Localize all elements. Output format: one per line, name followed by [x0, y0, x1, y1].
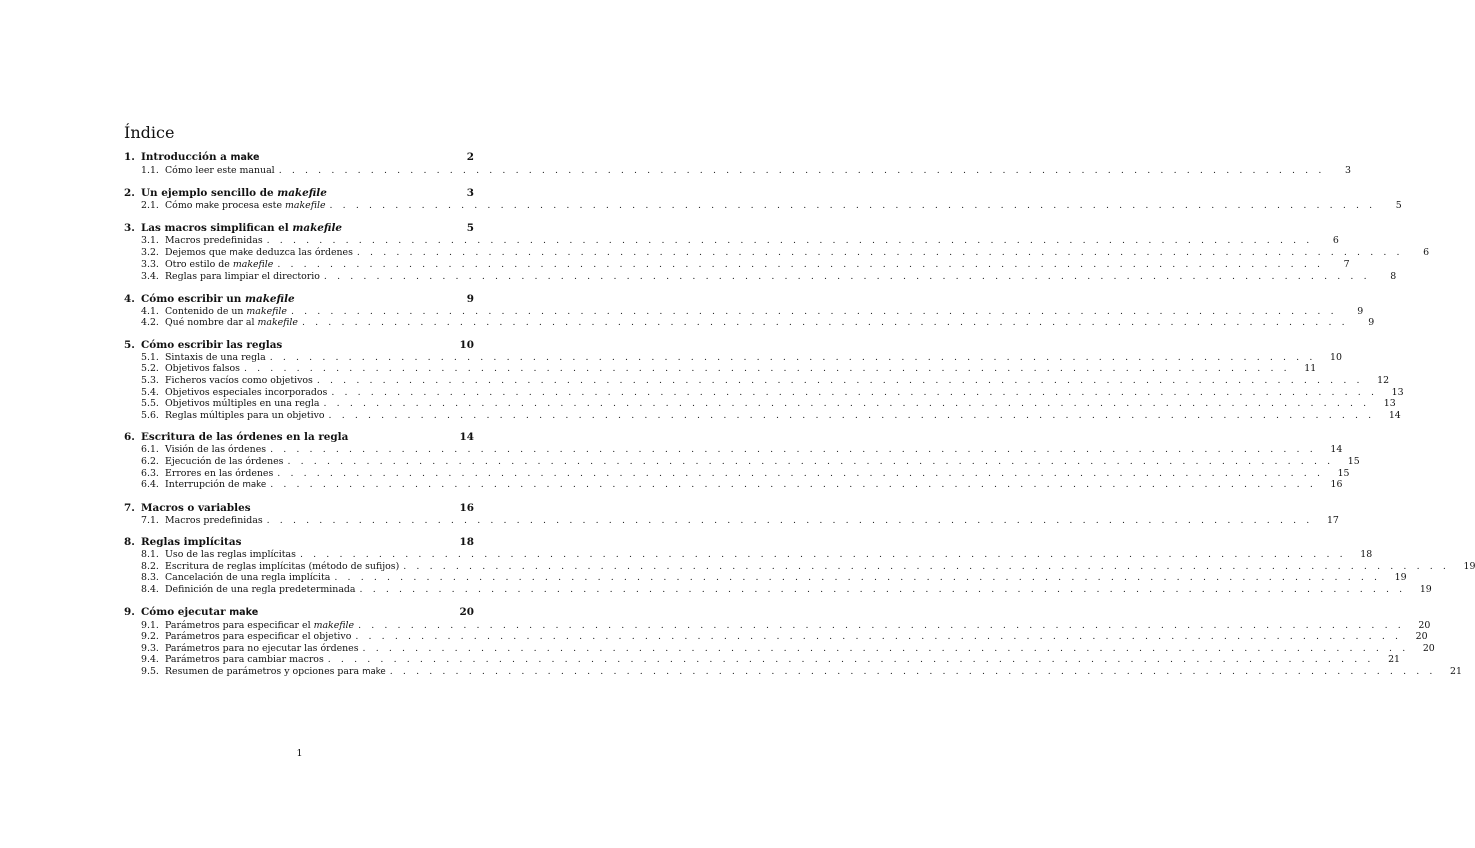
dot-leader: . . . . . . . . . . . . . . . . . . . . . . . . . . . . . . . . . . . . . . . . . . . . . . . . . . . . . . . . . . . . . . . . . . . . . . . . . . . . . . . .: [277, 467, 1324, 479]
subsection-number: 5.5.: [141, 398, 159, 410]
subsection-title: [165, 165, 275, 177]
toc-subsection-entry[interactable]: [124, 363, 1317, 375]
section-page: 3: [466, 186, 474, 199]
subsection-number: 6.3.: [141, 467, 159, 479]
section-page: 9: [466, 292, 474, 305]
subsection-title: [165, 235, 263, 247]
toc-subsection-entry[interactable]: [124, 235, 1339, 247]
title-segment: makefile: [277, 186, 327, 199]
section-title: [141, 535, 452, 549]
section-number: 6.: [124, 431, 135, 444]
dot-leader: . . . . . . . . . . . . . . . . . . . . . . . . . . . . . . . . . . . . . . . . . . . . . . . . . . . . . . . . . . . . . . . . . . . . . . . . . . . . . . . .: [287, 455, 1334, 467]
toc-subsection-entry[interactable]: [124, 584, 1432, 596]
subsection-number: 5.2.: [141, 363, 159, 375]
subsection-page: 19: [1419, 584, 1432, 596]
subsection-page: 16: [1330, 479, 1343, 491]
subsection-number: 3.4.: [141, 270, 159, 282]
subsection-page: 14: [1388, 409, 1401, 421]
subsection-title: [165, 410, 325, 422]
title-segment: Un ejemplo sencillo de: [141, 186, 278, 199]
section-number: 7.: [124, 501, 135, 514]
subsection-title: [165, 654, 324, 666]
title-segment: Cómo escribir un: [141, 292, 245, 305]
section-page: 5: [466, 222, 474, 235]
title-segment: Objetivos especiales incorporados: [165, 386, 328, 398]
dot-leader: . . . . . . . . . . . . . . . . . . . . . . . . . . . . . . . . . . . . . . . . . . . . . . . . . . . . . . . . . . . . . . . . . . . . . . . . . . . . . . . .: [301, 317, 1349, 329]
title-segment: Errores en las órdenes: [165, 467, 274, 479]
subsection-title: [165, 247, 353, 260]
subsection-title: [165, 620, 354, 632]
section-number: 2.: [124, 186, 135, 199]
title-segment: Escritura de las órdenes en la regla: [141, 431, 349, 444]
subsection-title: [165, 561, 399, 573]
subsection-page: 11: [1304, 363, 1317, 375]
toc-subsection-entry[interactable]: [124, 351, 1342, 364]
dot-leader: . . . . . . . . . . . . . . . . . . . . . . . . . . . . . . . . . . . . . . . . . . . . . . . . . . . . . . . . . . . . . . . . . . . . . . . . . . . . . . . .: [299, 549, 1347, 561]
dot-leader: . . . . . . . . . . . . . . . . . . . . . . . . . . . . . . . . . . . . . . . . . . . . . . . . . . . . . . . . . . . . . . . . . . . . . . . . . . . . . . . .: [356, 246, 1404, 258]
title-segment: Parámetros para no ejecutar las órdenes: [165, 642, 359, 654]
subsection-title: [165, 572, 330, 584]
title-segment: makefile: [257, 317, 298, 329]
dot-leader: . . . . . . . . . . . . . . . . . . . . . . . . . . . . . . . . . . . . . . . . . . . . . . . . . . . . . . . . . . . . . . . . . . . . . . . . . . . . . . . .: [358, 619, 1405, 631]
title-segment: Contenido de un: [165, 305, 247, 317]
title-segment: make: [195, 200, 220, 211]
toc-section: [124, 605, 1462, 679]
title-segment: Otro estilo de: [165, 259, 233, 271]
subsection-page: 9: [1368, 317, 1375, 329]
subsection-page: 12: [1377, 374, 1390, 386]
subsection-title: [165, 375, 313, 387]
table-of-contents: [124, 150, 1475, 688]
toc-section-entry[interactable]: [124, 292, 474, 306]
subsection-number: 6.4.: [141, 479, 159, 491]
title-segment: deduzca las órdenes: [253, 246, 353, 258]
subsection-title: [165, 515, 263, 527]
subsection-title: [165, 398, 320, 410]
subsection-page: 20: [1415, 631, 1428, 643]
subsection-number: 5.4.: [141, 386, 159, 398]
title-segment: makefile: [292, 222, 343, 235]
toc-section: [124, 430, 1360, 491]
section-page: 16: [459, 501, 474, 514]
dot-leader: . . . . . . . . . . . . . . . . . . . . . . . . . . . . . . . . . . . . . . . . . . . . . . . . . . . . . . . . . . . . . . . . . . . . . . . . . . . . . . . .: [327, 654, 1374, 666]
title-segment: makefile: [246, 305, 287, 317]
title-segment: Uso de las reglas implícitas: [165, 549, 296, 561]
dot-leader: . . . . . . . . . . . . . . . . . . . . . . . . . . . . . . . . . . . . . . . . . . . . . . . . . . . . . . . . . . . . . . . . . . . . . . . . . . . . . . . .: [266, 235, 1313, 247]
toc-section-entry[interactable]: [124, 605, 474, 620]
dot-leader: . . . . . . . . . . . . . . . . . . . . . . . . . . . . . . . . . . . . . . . . . . . . . . . . . . . . . . . . . . . . . . . . . . . . . . . . . . . . . . . .: [323, 398, 1370, 410]
title-segment: makefile: [313, 619, 355, 631]
subsection-page: 6: [1332, 235, 1339, 247]
section-title: [141, 150, 452, 165]
toc-section: [124, 186, 1402, 213]
section-number: 9.: [124, 605, 135, 618]
title-segment: makefile: [284, 199, 326, 211]
toc-section-entry[interactable]: [124, 535, 474, 549]
subsection-page: 8: [1390, 270, 1397, 282]
title-segment: Cómo leer este manual: [165, 165, 275, 176]
subsection-page: 5: [1395, 199, 1402, 211]
title-segment: Cómo ejecutar: [141, 605, 230, 618]
subsection-title: [165, 259, 273, 271]
toc-subsection-entry[interactable]: [124, 549, 1373, 561]
title-segment: Reglas para limpiar el directorio: [165, 270, 320, 282]
toc-subsection-entry[interactable]: [124, 444, 1343, 456]
title-segment: procesa este: [219, 199, 285, 211]
title-segment: Objetivos falsos: [165, 363, 240, 375]
subsection-number: 3.2.: [141, 246, 159, 258]
subsection-title: [165, 666, 386, 679]
title-segment: make: [242, 480, 267, 491]
section-number: 3.: [124, 222, 135, 235]
toc-subsection-entry[interactable]: [124, 455, 1360, 468]
title-segment: Reglas múltiples para un objetivo: [165, 409, 325, 421]
toc-section-entry[interactable]: [124, 501, 474, 515]
subsection-number: 9.4.: [141, 654, 159, 666]
toc-section: [124, 501, 1339, 527]
title-segment: Introducción a: [141, 151, 231, 163]
dot-leader: . . . . . . . . . . . . . . . . . . . . . . . . . . . . . . . . . . . . . . . . . . . . . . . . . . . . . . . . . . . . . . . . . . . . . . . . . . . . . . . .: [334, 572, 1381, 584]
section-page: 10: [459, 338, 474, 351]
title-segment: Resumen de parámetros y opciones para: [165, 666, 363, 678]
section-number: 5.: [124, 338, 135, 351]
toc-subsection-entry[interactable]: [124, 317, 1375, 329]
subsection-title: [165, 584, 356, 596]
subsection-number: 9.3.: [141, 642, 159, 654]
title-segment: make: [229, 247, 254, 258]
title-segment: Macros o variables: [141, 501, 251, 514]
toc-section-entry[interactable]: [124, 150, 474, 165]
toc-subsection-entry[interactable]: [124, 514, 1339, 527]
subsection-page: 6: [1423, 246, 1430, 258]
subsection-title: [165, 271, 320, 283]
title-segment: Objetivos múltiples en una regla: [165, 398, 320, 410]
subsection-title: [165, 479, 266, 492]
dot-leader: . . . . . . . . . . . . . . . . . . . . . . . . . . . . . . . . . . . . . . . . . . . . . . . . . . . . . . . . . . . . . . . . . . . . . . . . . . . . . . . .: [277, 259, 1324, 271]
title-segment: Parámetros para especificar el: [165, 619, 314, 631]
toc-subsection-entry[interactable]: [124, 270, 1397, 283]
toc-section: [124, 150, 1351, 177]
section-title: [141, 501, 452, 515]
title-segment: Visión de las órdenes: [165, 444, 267, 456]
subsection-number: 4.2.: [141, 317, 159, 329]
subsection-number: 1.1.: [141, 165, 159, 176]
subsection-number: 8.1.: [141, 549, 159, 561]
subsection-number: 2.1.: [141, 199, 159, 211]
title-segment: Las macros simplifican el: [141, 222, 293, 235]
subsection-title: [165, 549, 296, 561]
toc-section-entry[interactable]: [124, 186, 474, 200]
toc-section-entry[interactable]: [124, 430, 474, 444]
subsection-number: 9.1.: [141, 619, 159, 631]
dot-leader: . . . . . . . . . . . . . . . . . . . . . . . . . . . . . . . . . . . . . . . . . . . . . . . . . . . . . . . . . . . . . . . . . . . . . . . . . . . . . . . .: [328, 409, 1375, 421]
title-segment: Macros predefinidas: [165, 514, 263, 526]
subsection-title: [165, 317, 298, 329]
subsection-number: 5.3.: [141, 374, 159, 386]
subsection-page: 19: [1394, 572, 1407, 584]
section-number: 8.: [124, 536, 135, 549]
subsection-page: 10: [1329, 351, 1342, 363]
section-number: 4.: [124, 292, 135, 305]
toc-subsection-entry[interactable]: [124, 374, 1390, 387]
toc-subsection-entry[interactable]: [124, 572, 1407, 584]
toc-subsection-entry[interactable]: [124, 199, 1402, 213]
title-segment: Reglas implícitas: [141, 536, 242, 549]
subsection-page: 9: [1357, 305, 1364, 317]
toc-subsection-entry[interactable]: [124, 619, 1431, 632]
subsection-title: [165, 306, 287, 318]
section-page: 2: [466, 151, 474, 163]
toc-subsection-entry[interactable]: [124, 386, 1404, 399]
dot-leader: . . . . . . . . . . . . . . . . . . . . . . . . . . . . . . . . . . . . . . . . . . . . . . . . . . . . . . . . . . . . . . . . . . . . . . . . . . . . . . . .: [329, 199, 1376, 211]
section-title: [141, 186, 452, 200]
title-segment: Macros predefinidas: [165, 235, 263, 247]
title-segment: Qué nombre dar al: [165, 317, 258, 329]
title-segment: Definición de una regla predeterminada: [165, 584, 356, 596]
subsection-page: 18: [1360, 549, 1373, 561]
subsection-number: 3.3.: [141, 259, 159, 271]
title-segment: make: [230, 152, 260, 163]
dot-leader: . . . . . . . . . . . . . . . . . . . . . . . . . . . . . . . . . . . . . . . . . . . . . . . . . . . . . . . . . . . . . . . . . . . . . . . . . . . . . . . .: [266, 514, 1313, 526]
subsection-number: 8.2.: [141, 560, 159, 572]
subsection-page: 13: [1391, 386, 1404, 398]
section-page: 14: [459, 431, 474, 444]
page-number: 1: [296, 748, 303, 759]
toc-subsection-entry[interactable]: [124, 409, 1401, 422]
dot-leader: . . . . . . . . . . . . . . . . . . . . . . . . . . . . . . . . . . . . . . . . . . . . . . . . . . . . . . . . . . . . . . . . . . . . . . . . . . . . . . . .: [290, 305, 1338, 317]
subsection-number: 9.5.: [141, 666, 159, 678]
title-segment: Escritura de reglas implícitas (método de sufijos): [165, 560, 400, 572]
subsection-number: 5.1.: [141, 351, 159, 363]
toc-subsection-entry[interactable]: [124, 631, 1428, 643]
toc-section: [124, 292, 1375, 329]
toc-subsection-entry[interactable]: [124, 467, 1350, 480]
subsection-number: 5.6.: [141, 409, 159, 421]
subsection-page: 20: [1418, 619, 1431, 631]
subsection-number: 8.4.: [141, 584, 159, 596]
subsection-title: [165, 444, 266, 456]
section-title: [141, 221, 452, 235]
title-segment: Ejecución de las órdenes: [165, 455, 284, 467]
subsection-title: [165, 387, 327, 399]
toc-section: [124, 338, 1404, 422]
subsection-number: 7.1.: [141, 514, 159, 526]
dot-leader: . . . . . . . . . . . . . . . . . . . . . . . . . . . . . . . . . . . . . . . . . . . . . . . . . . . . . . . . . . . . . . . . . . . . . . . . . . . . . . . .: [389, 666, 1436, 678]
title-segment: Cómo: [165, 199, 196, 211]
title-segment: makefile: [232, 259, 274, 271]
toc-subsection-entry[interactable]: [124, 560, 1475, 573]
dot-leader: . . . . . . . . . . . . . . . . . . . . . . . . . . . . . . . . . . . . . . . . . . . . . . . . . . . . . . . . . . . . . . . . . . . . . . . . . . . . . . . .: [270, 444, 1317, 456]
title-segment: Ficheros vacíos como objetivos: [165, 374, 313, 386]
subsection-number: 6.2.: [141, 455, 159, 467]
section-page: 20: [459, 605, 474, 618]
toc-section-entry[interactable]: [124, 221, 474, 235]
toc-subsection-entry[interactable]: [124, 666, 1462, 679]
dot-leader: . . . . . . . . . . . . . . . . . . . . . . . . . . . . . . . . . . . . . . . . . . . . . . . . . . . . . . . . . . . . . . . . . . . . . . . . . . . . . . . .: [362, 642, 1409, 654]
subsection-number: 3.1.: [141, 235, 159, 247]
subsection-page: 15: [1337, 467, 1350, 479]
subsection-page: 13: [1383, 398, 1396, 410]
subsection-page: 3: [1344, 165, 1351, 176]
dot-leader: . . . . . . . . . . . . . . . . . . . . . . . . . . . . . . . . . . . . . . . . . . . . . . . . . . . . . . . . . . . . . . . . . . . . . . . . . . . . . . . .: [243, 363, 1291, 375]
subsection-page: 14: [1330, 444, 1343, 456]
subsection-title: [165, 468, 273, 480]
title-segment: Cómo escribir las reglas: [141, 338, 283, 351]
dot-leader: . . . . . . . . . . . . . . . . . . . . . . . . . . . . . . . . . . . . . . . . . . . . . . . . . . . . . . . . . . . . . . . . . . . . . . . . . . . . . . . .: [316, 374, 1364, 386]
title-segment: Parámetros para especificar el objetivo: [165, 631, 352, 643]
toc-section-entry[interactable]: [124, 338, 474, 352]
toc-subsection-entry[interactable]: [124, 165, 1351, 177]
dot-leader: . . . . . . . . . . . . . . . . . . . . . . . . . . . . . . . . . . . . . . . . . . . . . . . . . . . . . . . . . . . . . . . . . . . . . . . . . . . . . . . .: [355, 631, 1402, 643]
title-segment: makefile: [244, 292, 295, 305]
section-title: [141, 430, 452, 444]
dot-leader: . . . . . . . . . . . . . . . . . . . . . . . . . . . . . . . . . . . . . . . . . . . . . . . . . . . . . . . . . . . . . . . . . . . . . . . . . . . . . . . .: [323, 270, 1371, 282]
subsection-title: [165, 352, 266, 364]
page-title: Índice: [124, 123, 175, 142]
dot-leader: . . . . . . . . . . . . . . . . . . . . . . . . . . . . . . . . . . . . . . . . . . . . . . . . . . . . . . . . . . . . . . . . . . . . . . . . . . . . . . . .: [331, 386, 1378, 398]
section-title: [141, 292, 452, 306]
subsection-number: 9.2.: [141, 631, 159, 643]
toc-subsection-entry[interactable]: [124, 642, 1435, 655]
title-segment: Parámetros para cambiar macros: [165, 654, 324, 666]
subsection-page: 19: [1463, 560, 1475, 572]
subsection-number: 6.1.: [141, 444, 159, 456]
subsection-number: 8.3.: [141, 572, 159, 584]
subsection-title: [165, 643, 359, 655]
dot-leader: . . . . . . . . . . . . . . . . . . . . . . . . . . . . . . . . . . . . . . . . . . . . . . . . . . . . . . . . . . . . . . . . . . . . . . . . . . . . . . . .: [359, 584, 1406, 596]
section-number: 1.: [124, 151, 135, 163]
dot-leader: . . . . . . . . . . . . . . . . . . . . . . . . . . . . . . . . . . . . . . . . . . . . . . . . . . . . . . . . . . . . . . . . . . . . . . . . . . . . . . . .: [269, 351, 1316, 363]
toc-subsection-entry[interactable]: [124, 259, 1350, 271]
section-page: 18: [459, 536, 474, 549]
toc-subsection-entry[interactable]: [124, 479, 1343, 492]
title-segment: Cancelación de una regla implícita: [165, 572, 331, 584]
title-segment: Interrupción de: [165, 479, 243, 491]
toc-section: [124, 535, 1475, 596]
title-segment: make: [229, 606, 259, 618]
dot-leader: . . . . . . . . . . . . . . . . . . . . . . . . . . . . . . . . . . . . . . . . . . . . . . . . . . . . . . . . . . . . . . . . . . . . . . . . . . . . . . . .: [270, 479, 1317, 491]
toc-section: [124, 221, 1430, 282]
subsection-title: [165, 456, 283, 468]
subsection-page: 15: [1347, 455, 1360, 467]
subsection-page: 20: [1422, 642, 1435, 654]
subsection-page: 21: [1388, 654, 1400, 666]
subsection-title: [165, 363, 240, 375]
toc-subsection-entry[interactable]: [124, 654, 1400, 666]
dot-leader: . . . . . . . . . . . . . . . . . . . . . . . . . . . . . . . . . . . . . . . . . . . . . . . . . . . . . . . . . . . . . . . . . . . . . . . . . . . . . . . .: [278, 165, 1325, 176]
subsection-page: 17: [1326, 514, 1339, 526]
toc-subsection-entry[interactable]: [124, 398, 1396, 410]
subsection-title: [165, 631, 351, 643]
title-segment: Dejemos que: [165, 246, 230, 258]
toc-subsection-entry[interactable]: [124, 305, 1364, 318]
subsection-title: [165, 200, 326, 213]
title-segment: Sintaxis de una regla: [165, 351, 266, 363]
toc-subsection-entry[interactable]: [124, 246, 1430, 260]
dot-leader: . . . . . . . . . . . . . . . . . . . . . . . . . . . . . . . . . . . . . . . . . . . . . . . . . . . . . . . . . . . . . . . . . . . . . . . . . . . . . . . .: [403, 560, 1450, 572]
title-segment: make: [362, 667, 386, 678]
section-title: [141, 338, 452, 352]
subsection-page: 7: [1343, 259, 1350, 271]
subsection-number: 4.1.: [141, 305, 159, 317]
section-title: [141, 605, 452, 620]
subsection-page: 21: [1450, 666, 1462, 678]
